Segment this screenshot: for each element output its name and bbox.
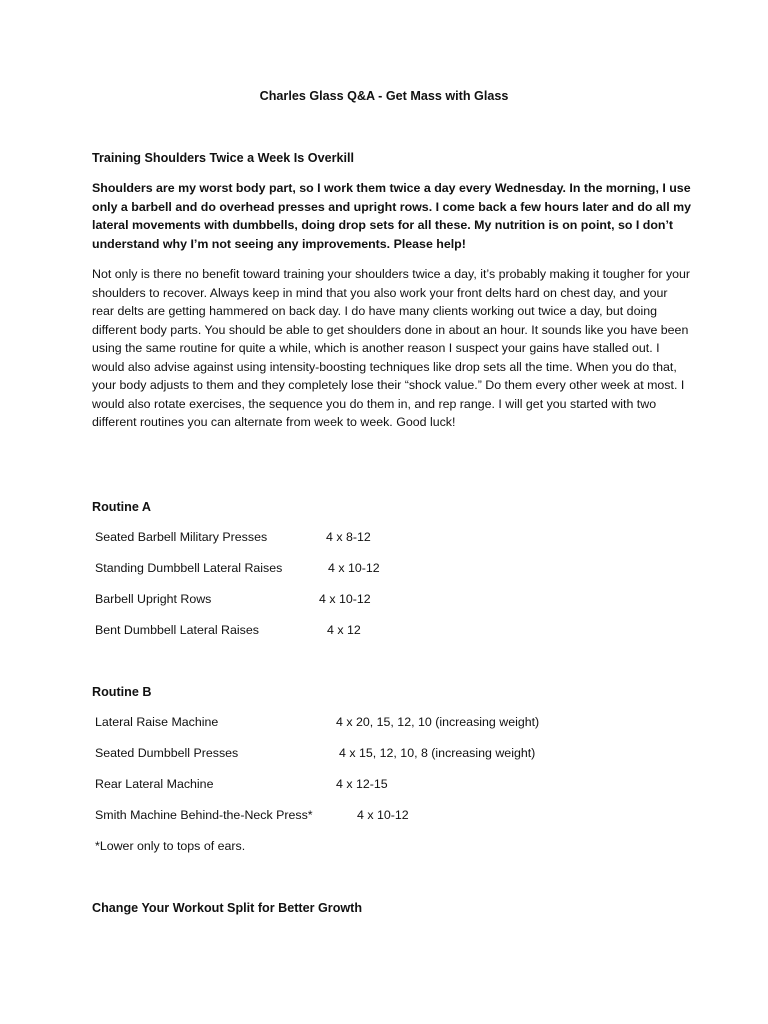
exercise-name: Rear Lateral Machine bbox=[95, 777, 214, 791]
routine-b-row bbox=[95, 806, 695, 824]
sets-reps: 4 x 12-15 bbox=[336, 777, 388, 791]
exercise-name: Barbell Upright Rows bbox=[95, 592, 212, 606]
routine-b-heading: Routine B bbox=[92, 685, 152, 699]
sets-reps: 4 x 10-12 bbox=[328, 561, 380, 575]
sets-reps: 4 x 15, 12, 10, 8 (increasing weight) bbox=[339, 746, 536, 760]
exercise-name: Standing Dumbbell Lateral Raises bbox=[95, 561, 283, 575]
routine-a-row bbox=[95, 559, 695, 577]
sets-reps: 4 x 20, 15, 12, 10 (increasing weight) bbox=[336, 715, 540, 729]
sets-reps: 4 x 8-12 bbox=[326, 530, 371, 544]
question-paragraph: Shoulders are my worst body part, so I work them twice a day every Wednesday. In the morning, I use only a barbell and do overhead presses and upright rows. I come back a few hours later and do all my lateral movements with dumbbells, doing drop sets for all these. My nutrition is on point, so I don’t understand why I’m not seeing any improvements. Please help! bbox=[92, 181, 692, 251]
answer-paragraph: Not only is there no benefit toward training your shoulders twice a day, it’s probably making it tougher for your shoulders to recover. Always keep in mind that you also work your front delts hard on chest day, and your rear delts are getting hammered on back day. I do have many clients working out twice a day, but doing different body parts. You should be able to get shoulders done in about an hour. It sounds like you have been using the same routine for quite a while, which is another reason I suspect your gains have stalled out. I would also advise against using intensity-boosting techniques like drop sets all the time. When you do that, your body adjusts to them and they completely lose their “shock value.” Do them every other week at most. I would also rotate exercises, the sequence you do them in, and rep range. I will get you started with two different routines you can alternate from week to week. Good luck! bbox=[92, 267, 691, 429]
document-title: Charles Glass Q&A - Get Mass with Glass bbox=[259, 89, 509, 103]
routine-a-row bbox=[95, 590, 695, 608]
exercise-name: Bent Dumbbell Lateral Raises bbox=[95, 623, 259, 637]
section-heading: Change Your Workout Split for Better Growth bbox=[92, 901, 363, 915]
sets-reps: 4 x 10-12 bbox=[319, 592, 371, 606]
footnote: *Lower only to tops of ears. bbox=[95, 839, 246, 853]
routine-b-row bbox=[95, 775, 695, 793]
section-heading: Training Shoulders Twice a Week Is Overkill bbox=[92, 151, 354, 165]
exercise-name: Seated Dumbbell Presses bbox=[95, 746, 239, 760]
exercise-name: Smith Machine Behind-the-Neck Press* bbox=[95, 808, 313, 822]
sets-reps: 4 x 10-12 bbox=[357, 808, 409, 822]
exercise-name: Lateral Raise Machine bbox=[95, 715, 219, 729]
routine-a-row bbox=[95, 528, 695, 546]
routine-a-row bbox=[95, 621, 695, 639]
routine-b-row bbox=[95, 744, 695, 762]
routine-b-row bbox=[95, 713, 695, 731]
exercise-name: Seated Barbell Military Presses bbox=[95, 530, 268, 544]
routine-a-heading: Routine A bbox=[92, 500, 151, 514]
sets-reps: 4 x 12 bbox=[327, 623, 361, 637]
